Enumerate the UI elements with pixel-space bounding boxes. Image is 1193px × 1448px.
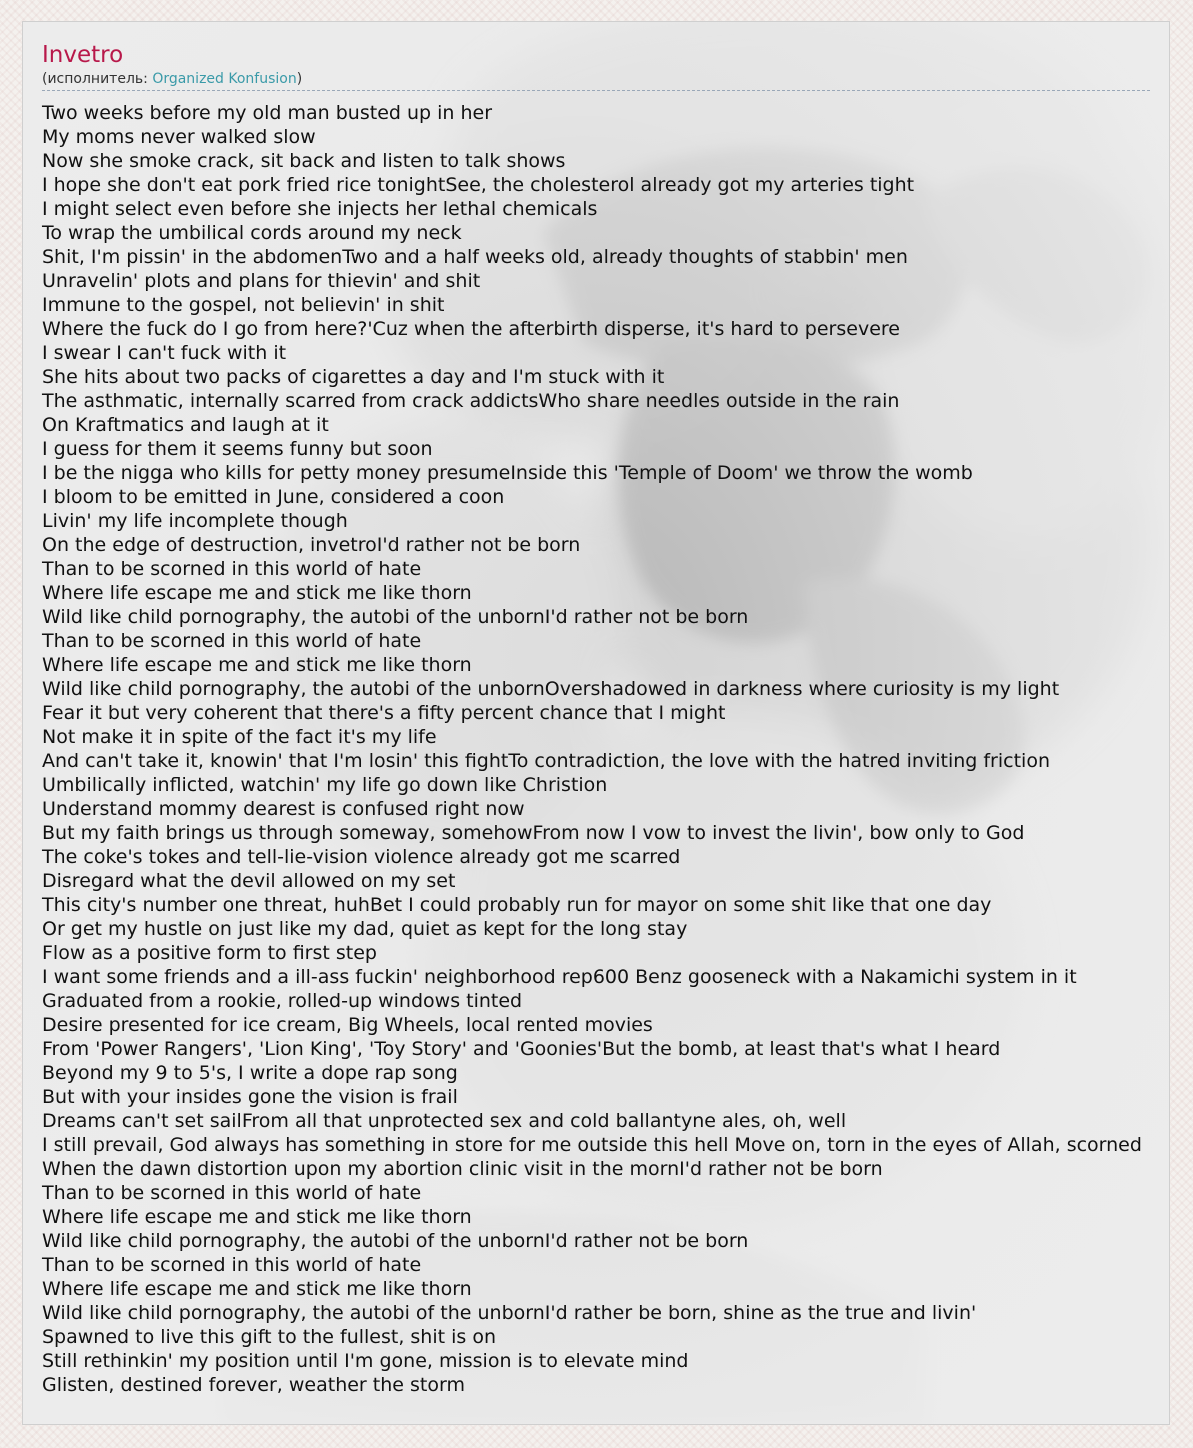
lyric-line: Than to be scorned in this world of hate <box>42 630 422 652</box>
lyric-line: I bloom to be emitted in June, considered a coon <box>42 486 505 508</box>
lyric-line: Where life escape me and stick me like thorn <box>42 582 472 604</box>
lyric-line: Desire presented for ice cream, Big Wheels, local rented movies <box>42 1014 653 1036</box>
lyric-line: On Kraftmatics and laugh at it <box>42 414 329 436</box>
lyric-line: When the dawn distortion upon my abortion clinic visit in the mornI'd rather not be born <box>42 1158 883 1180</box>
lyric-line: Wild like child pornography, the autobi of the unbornI'd rather not be born <box>42 1230 749 1252</box>
lyric-line: I hope she don't eat pork fried rice tonightSee, the cholesterol already got my arteries tight <box>42 174 915 196</box>
lyric-line: Understand mommy dearest is confused right now <box>42 798 525 820</box>
lyric-line: I swear I can't fuck with it <box>42 342 287 364</box>
song-content <box>42 40 1150 1397</box>
lyric-line: From 'Power Rangers', 'Lion King', 'Toy Story' and 'Goonies'But the bomb, at least that's what I heard <box>42 1038 1001 1060</box>
lyric-line: My moms never walked slow <box>42 126 316 148</box>
lyric-line: Shit, I'm pissin' in the abdomenTwo and a half weeks old, already thoughts of stabbin' men <box>42 246 908 268</box>
lyric-line: Spawned to live this gift to the fullest, shit is on <box>42 1326 497 1348</box>
lyric-line: Livin' my life incomplete though <box>42 510 348 532</box>
lyric-line: Where the fuck do I go from here?'Cuz when the afterbirth disperse, it's hard to persevere <box>42 318 900 340</box>
lyric-line: Fear it but very coherent that there's a fifty percent chance that I might <box>42 702 726 724</box>
lyric-line: Than to be scorned in this world of hate <box>42 1254 422 1276</box>
artist-suffix: ) <box>296 71 303 87</box>
lyric-line: She hits about two packs of cigarettes a day and I'm stuck with it <box>42 366 665 388</box>
lyric-line: Umbilically inflicted, watchin' my life go down like Christion <box>42 774 608 796</box>
lyric-line: Where life escape me and stick me like thorn <box>42 654 472 676</box>
lyric-line: Than to be scorned in this world of hate <box>42 1182 422 1204</box>
lyric-line: Wild like child pornography, the autobi of the unbornI'd rather not be born <box>42 606 749 628</box>
lyric-line: Wild like child pornography, the autobi of the unbornI'd rather be born, shine as the true and livin' <box>42 1302 977 1324</box>
lyric-line: Glisten, destined forever, weather the storm <box>42 1374 465 1396</box>
lyric-line: To wrap the umbilical cords around my neck <box>42 222 462 244</box>
lyric-line: The coke's tokes and tell-lie-vision violence already got me scarred <box>42 846 681 868</box>
lyric-line: But with your insides gone the vision is frail <box>42 1086 458 1108</box>
lyric-line: I still prevail, God always has something in store for me outside this hell Move on, torn in the eyes of Allah, scorned <box>42 1134 1142 1156</box>
lyric-line: This city's number one threat, huhBet I could probably run for mayor on some shit like that one day <box>42 894 992 916</box>
lyric-line: The asthmatic, internally scarred from crack addictsWho share needles outside in the rain <box>42 390 900 412</box>
lyric-line: I might select even before she injects her lethal chemicals <box>42 198 598 220</box>
song-title: Invetro <box>42 42 124 68</box>
lyric-line: Beyond my 9 to 5's, I write a dope rap song <box>42 1062 458 1084</box>
lyric-line: Where life escape me and stick me like thorn <box>42 1206 472 1228</box>
lyric-line: Unravelin' plots and plans for thievin' and shit <box>42 270 481 292</box>
lyric-line: I be the nigga who kills for petty money presumeInside this 'Temple of Doom' we throw the womb <box>42 462 973 484</box>
lyric-line: Than to be scorned in this world of hate <box>42 558 422 580</box>
lyric-line: On the edge of destruction, invetroI'd rather not be born <box>42 534 581 556</box>
lyric-line: Two weeks before my old man busted up in her <box>42 102 493 124</box>
lyric-line: Where life escape me and stick me like thorn <box>42 1278 472 1300</box>
artist-link[interactable]: Organized Konfusion <box>152 71 297 87</box>
lyric-line: Immune to the gospel, not believin' in shit <box>42 294 445 316</box>
lyric-line: Wild like child pornography, the autobi of the unbornOvershadowed in darkness where curiosity is my light <box>42 678 1060 700</box>
lyric-line: And can't take it, knowin' that I'm losin' this fightTo contradiction, the love with the hatred inviting friction <box>42 750 1050 772</box>
artist-line <box>42 70 1150 91</box>
lyric-line: Disregard what the devil allowed on my set <box>42 870 456 892</box>
lyric-line: Graduated from a rookie, rolled-up windows tinted <box>42 990 523 1012</box>
lyric-line: Now she smoke crack, sit back and listen to talk shows <box>42 150 566 172</box>
lyric-line: Or get my hustle on just like my dad, quiet as kept for the long stay <box>42 918 688 940</box>
lyric-line: I want some friends and a ill-ass fuckin' neighborhood rep600 Benz gooseneck with a Nakamichi system in it <box>42 966 1077 988</box>
lyrics-card <box>22 21 1170 1425</box>
lyric-line: But my faith brings us through someway, somehowFrom now I vow to invest the livin', bow only to God <box>42 822 1025 844</box>
lyric-line: Not make it in spite of the fact it's my life <box>42 726 437 748</box>
lyric-line: Flow as a positive form to first step <box>42 942 377 964</box>
artist-prefix: (исполнитель: <box>42 71 153 87</box>
lyric-line: Still rethinkin' my position until I'm gone, mission is to elevate mind <box>42 1350 689 1372</box>
lyric-line: I guess for them it seems funny but soon <box>42 438 433 460</box>
lyrics-list <box>42 101 1150 1397</box>
lyric-line: Dreams can't set sailFrom all that unprotected sex and cold ballantyne ales, oh, well <box>42 1110 847 1132</box>
